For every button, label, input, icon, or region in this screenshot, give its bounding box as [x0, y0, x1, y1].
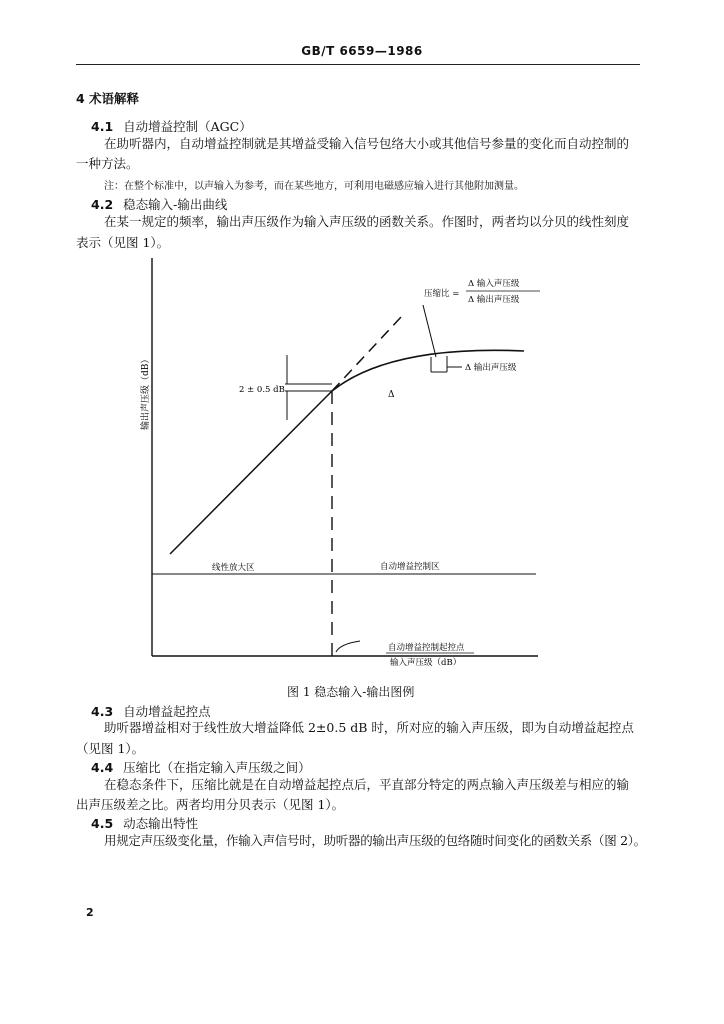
figure-1-caption: 图 1 稳态输入-输出图例 — [287, 685, 415, 699]
section-4-5-number: 4.5 — [91, 816, 114, 831]
delta-output-label: Δ 输出声压级 — [465, 363, 517, 373]
section-4-3-title: 自动增益起控点 — [123, 704, 211, 719]
section-4-1-text-line1: 在助听器内，自动增益控制就是其增益受输入信号包络大小或其他信号参量的变化而自动控制的 — [104, 136, 630, 151]
section-4-5-text-line1: 用规定声压级变化量，作输入声信号时，助听器的输出声压级的包络随时间变化的函数关系（图 2）。 — [104, 833, 646, 848]
section-4-3-text-line1: 助听器增益相对于线性放大增益降低 2±0.5 dB 时，所对应的输入声压级，即为自动增益起控点 — [104, 720, 634, 735]
section-4-1-text-line2: 一种方法。 — [76, 156, 139, 171]
section-4-2-number: 4.2 — [91, 197, 114, 212]
section-4-5-title: 动态输出特性 — [123, 816, 199, 831]
linear-extrapolation-dashed — [332, 316, 402, 391]
threshold-pointer — [336, 641, 360, 652]
section-4-1-number: 4.1 — [91, 119, 114, 134]
section-4-3-text-line2: （见图 1）。 — [76, 741, 145, 756]
compression-denominator: Δ 输出声压级 — [468, 295, 520, 305]
x-axis-label: 输入声压级（dB） — [390, 658, 462, 668]
standard-header: GB/T 6659—1986 — [301, 44, 423, 58]
section-4-4-text-line1: 在稳态条件下，压缩比就是在自动增益起控点后，平直部分特定的两点输入声压级差与相应的输 — [104, 777, 630, 792]
page-number: 2 — [86, 906, 94, 919]
section-4-4-number: 4.4 — [91, 760, 114, 775]
section-4-4-text-line2: 出声压级差之比。两者均用分贝表示（见图 1）。 — [76, 797, 345, 812]
delta-symbol: Δ — [388, 390, 395, 400]
tolerance-label: 2 ± 0.5 dB — [239, 385, 285, 395]
section-4-2-text-line1: 在某一规定的频率，输出声压级作为输入声压级的函数关系。作图时，两者均以分贝的线性刻度 — [104, 214, 630, 229]
section-4-2-title: 稳态输入-输出曲线 — [123, 197, 228, 212]
section-4-3-number: 4.3 — [91, 704, 114, 719]
section-4-title: 4 术语解释 — [76, 91, 140, 106]
compression-numerator: Δ 输入声压级 — [468, 279, 520, 289]
section-4-1-title: 自动增益控制（AGC） — [123, 119, 252, 134]
compression-ratio-prefix: 压缩比 = — [424, 289, 460, 299]
section-4-4-title: 压缩比（在指定输入声压级之间） — [123, 760, 311, 775]
section-4-2-text-line2: 表示（见图 1）。 — [76, 235, 170, 250]
agc-threshold-label: 自动增益控制起控点 — [388, 643, 465, 653]
y-axis-label: 输出声压级（dB） — [141, 354, 151, 430]
linear-region-label: 线性放大区 — [212, 563, 255, 573]
section-4-1-note: 注：在整个标准中，以声输入为参考，而在某些地方，可利用电磁感应输入进行其他附加测量。 — [104, 181, 524, 192]
agc-region-label: 自动增益控制区 — [380, 562, 440, 572]
linear-response-line — [170, 391, 332, 554]
compression-leader — [423, 305, 436, 357]
